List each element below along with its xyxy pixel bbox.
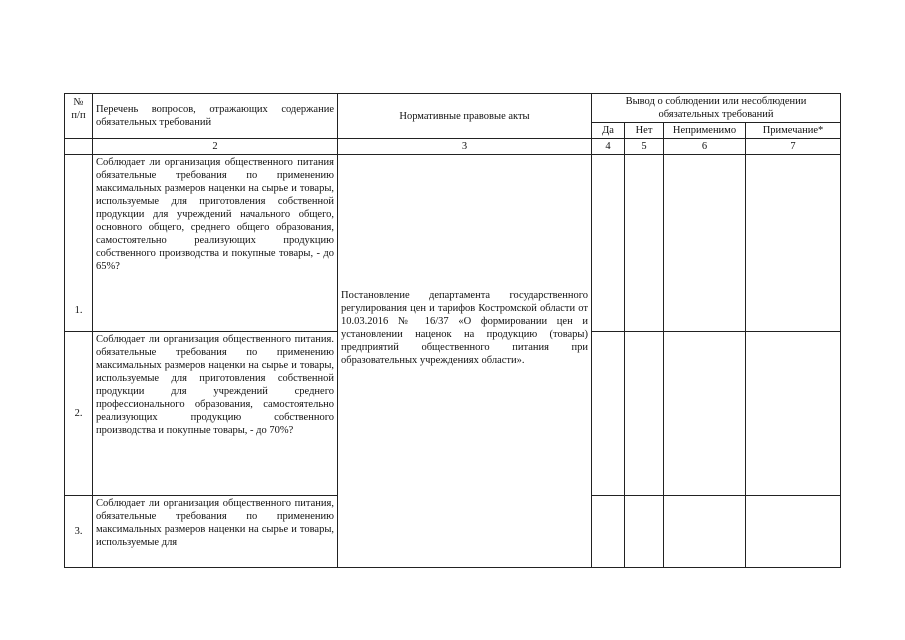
cell-no [625, 155, 664, 332]
row-number: 3. [65, 496, 93, 568]
row-number: 2. [65, 332, 93, 496]
column-number: 7 [746, 139, 841, 155]
cell-yes [592, 155, 625, 332]
header-na: Неприменимо [664, 123, 746, 139]
column-number-empty [65, 139, 93, 155]
cell-no [625, 332, 664, 496]
checklist-table [64, 93, 841, 568]
cell-no [625, 496, 664, 568]
cell-yes [592, 496, 625, 568]
row-question: Соблюдает ли организация общественного питания обязательные требования по применению максимальных размеров наценки на сырье и товары, используемые для приготовления собственной продукции для учреждений начального общего, основного общего, среднего общего образования, самостоятельно реализующих продукцию собственного производства и покупные товары, - до 65%? [93, 155, 338, 332]
column-number-row [65, 139, 841, 155]
cell-yes [592, 332, 625, 496]
cell-na [664, 155, 746, 332]
header-row [65, 94, 841, 123]
normative-act-cell: Постановление департамента государственного регулирования цен и тарифов Костромской области от 10.03.2016 № 16/37 «О формировании цен и установлении наценок на продукцию (товары) предприятий общественного питания при образовательных учреждениях области». [338, 155, 592, 568]
header-num: № п/п [65, 94, 93, 139]
row-question: Соблюдает ли организация общественного питания. обязательные требования по применению максимальных размеров наценки на сырье и товары, используемые для приготовления собственной продукции для учреждений среднего профессионального образования, самостоятельно реализующих продукцию собственного производства и покупные товары, - до 70%? [93, 332, 338, 496]
column-number: 3 [338, 139, 592, 155]
row-question: Соблюдает ли организация общественного питания, обязательные требования по применению максимальных размеров наценки на сырье и товары, используемые для [93, 496, 338, 568]
header-acts: Нормативные правовые акты [338, 94, 592, 139]
header-no: Нет [625, 123, 664, 139]
cell-note [746, 332, 841, 496]
header-questions: Перечень вопросов, отражающих содержание обязательных требований [93, 94, 338, 139]
column-number: 2 [93, 139, 338, 155]
cell-na [664, 332, 746, 496]
table-row [65, 155, 841, 332]
cell-na [664, 496, 746, 568]
column-number: 4 [592, 139, 625, 155]
column-number: 5 [625, 139, 664, 155]
header-note: Примечание* [746, 123, 841, 139]
cell-note [746, 155, 841, 332]
header-yes: Да [592, 123, 625, 139]
column-number: 6 [664, 139, 746, 155]
cell-note [746, 496, 841, 568]
header-conclusion: Вывод о соблюдении или несоблюдении обязательных требований [592, 94, 841, 123]
row-number: 1. [65, 155, 93, 332]
